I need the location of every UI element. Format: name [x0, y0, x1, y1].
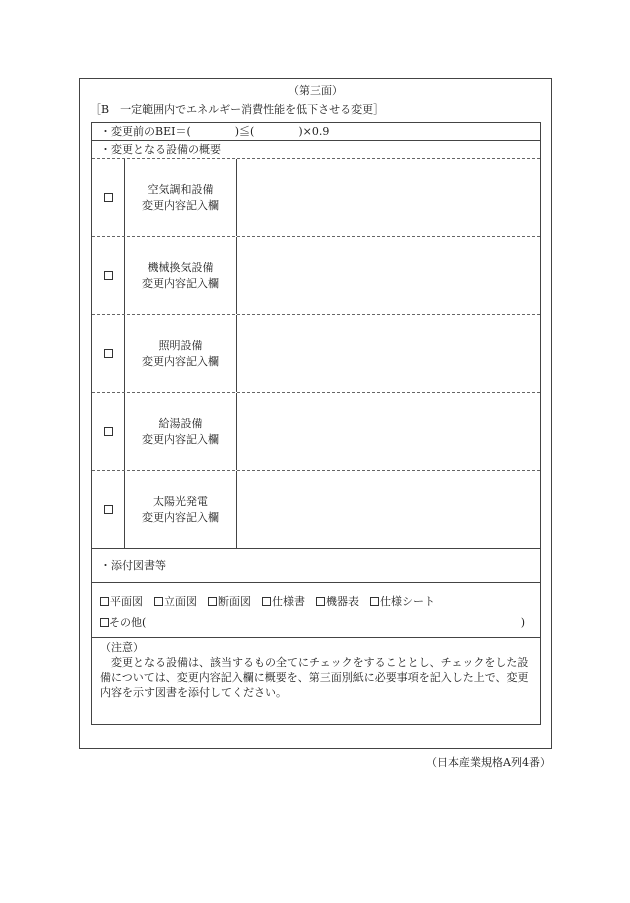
doc-label: 立面図	[164, 595, 197, 608]
bei-row[interactable]: ・変更前のBEI＝( )≦( )×0.9	[92, 123, 540, 141]
section-heading: ［B 一定範囲内でエネルギー消費性能を低下させる変更］	[90, 103, 385, 116]
equipment-row-air-conditioning	[92, 159, 540, 237]
equipment-list-checkbox[interactable]	[316, 597, 325, 606]
form-table	[91, 122, 541, 725]
face-label: （第三面）	[288, 84, 343, 97]
spec-sheet-checkbox[interactable]	[370, 597, 379, 606]
doc-option-elevation[interactable]	[154, 593, 197, 609]
section-checkbox[interactable]	[208, 597, 217, 606]
equipment-name-cell	[125, 471, 237, 548]
notes-text: 変更となる設備は、該当するもの全てにチェックをすることとし、チェックをした設備については、変更内容記入欄に概要を、第三面別紙に必要事項を記入した上で、変更内容を示す図書を添付してください。	[100, 656, 529, 699]
doc-option-spec-sheet[interactable]	[370, 593, 435, 609]
field-label: 変更内容記入欄	[142, 510, 219, 524]
field-label: 変更内容記入欄	[142, 432, 219, 446]
change-content-field-air-conditioning[interactable]	[237, 159, 540, 236]
doc-option-specification[interactable]	[262, 593, 305, 609]
equipment-name-cell	[125, 393, 237, 470]
doc-option-floor-plan[interactable]	[100, 593, 143, 609]
form-frame	[79, 78, 552, 749]
other-document-line	[100, 614, 525, 630]
equipment-name: 太陽光発電	[153, 494, 208, 508]
equipment-name: 機械換気設備	[147, 260, 214, 274]
air-conditioning-checkbox[interactable]	[104, 193, 113, 202]
elevation-checkbox[interactable]	[154, 597, 163, 606]
equipment-outline-label: ・変更となる設備の概要	[92, 141, 540, 159]
specification-checkbox[interactable]	[262, 597, 271, 606]
hot-water-checkbox[interactable]	[104, 427, 113, 436]
other-label: その他(	[109, 616, 147, 629]
doc-label: 仕様書	[272, 595, 305, 608]
checkbox-cell	[92, 237, 125, 314]
jis-size-note: （日本産業規格A列4番）	[426, 756, 551, 769]
doc-label: 断面図	[218, 595, 251, 608]
doc-label: 機器表	[326, 595, 359, 608]
attached-documents-row	[92, 583, 540, 638]
doc-option-section[interactable]	[208, 593, 251, 609]
equipment-name: 空気調和設備	[147, 182, 214, 196]
doc-option-equipment-list[interactable]	[316, 593, 359, 609]
field-label: 変更内容記入欄	[142, 276, 219, 290]
field-label: 変更内容記入欄	[142, 354, 219, 368]
document-options	[100, 593, 435, 609]
solar-checkbox[interactable]	[104, 505, 113, 514]
equipment-row-lighting	[92, 315, 540, 393]
equipment-name: 給湯設備	[158, 416, 203, 430]
attachments-label: ・添付図書等	[92, 549, 540, 583]
equipment-name: 照明設備	[158, 338, 203, 352]
ventilation-checkbox[interactable]	[104, 271, 113, 280]
equipment-name-cell	[125, 159, 237, 236]
change-content-field-hot-water[interactable]	[237, 393, 540, 470]
checkbox-cell	[92, 471, 125, 548]
doc-label: 仕様シート	[380, 595, 435, 608]
checkbox-cell	[92, 315, 125, 392]
field-label: 変更内容記入欄	[142, 198, 219, 212]
equipment-name-cell	[125, 315, 237, 392]
other-checkbox[interactable]	[100, 618, 109, 627]
lighting-checkbox[interactable]	[104, 349, 113, 358]
other-close: )	[520, 615, 525, 629]
equipment-row-solar	[92, 471, 540, 549]
equipment-row-ventilation	[92, 237, 540, 315]
equipment-row-hot-water	[92, 393, 540, 471]
notes-section	[92, 638, 540, 724]
change-content-field-lighting[interactable]	[237, 315, 540, 392]
equipment-name-cell	[125, 237, 237, 314]
checkbox-cell	[92, 159, 125, 236]
change-content-field-solar[interactable]	[237, 471, 540, 548]
notes-title: （注意）	[100, 641, 144, 654]
doc-label: 平面図	[110, 595, 143, 608]
checkbox-cell	[92, 393, 125, 470]
floor-plan-checkbox[interactable]	[100, 597, 109, 606]
change-content-field-ventilation[interactable]	[237, 237, 540, 314]
